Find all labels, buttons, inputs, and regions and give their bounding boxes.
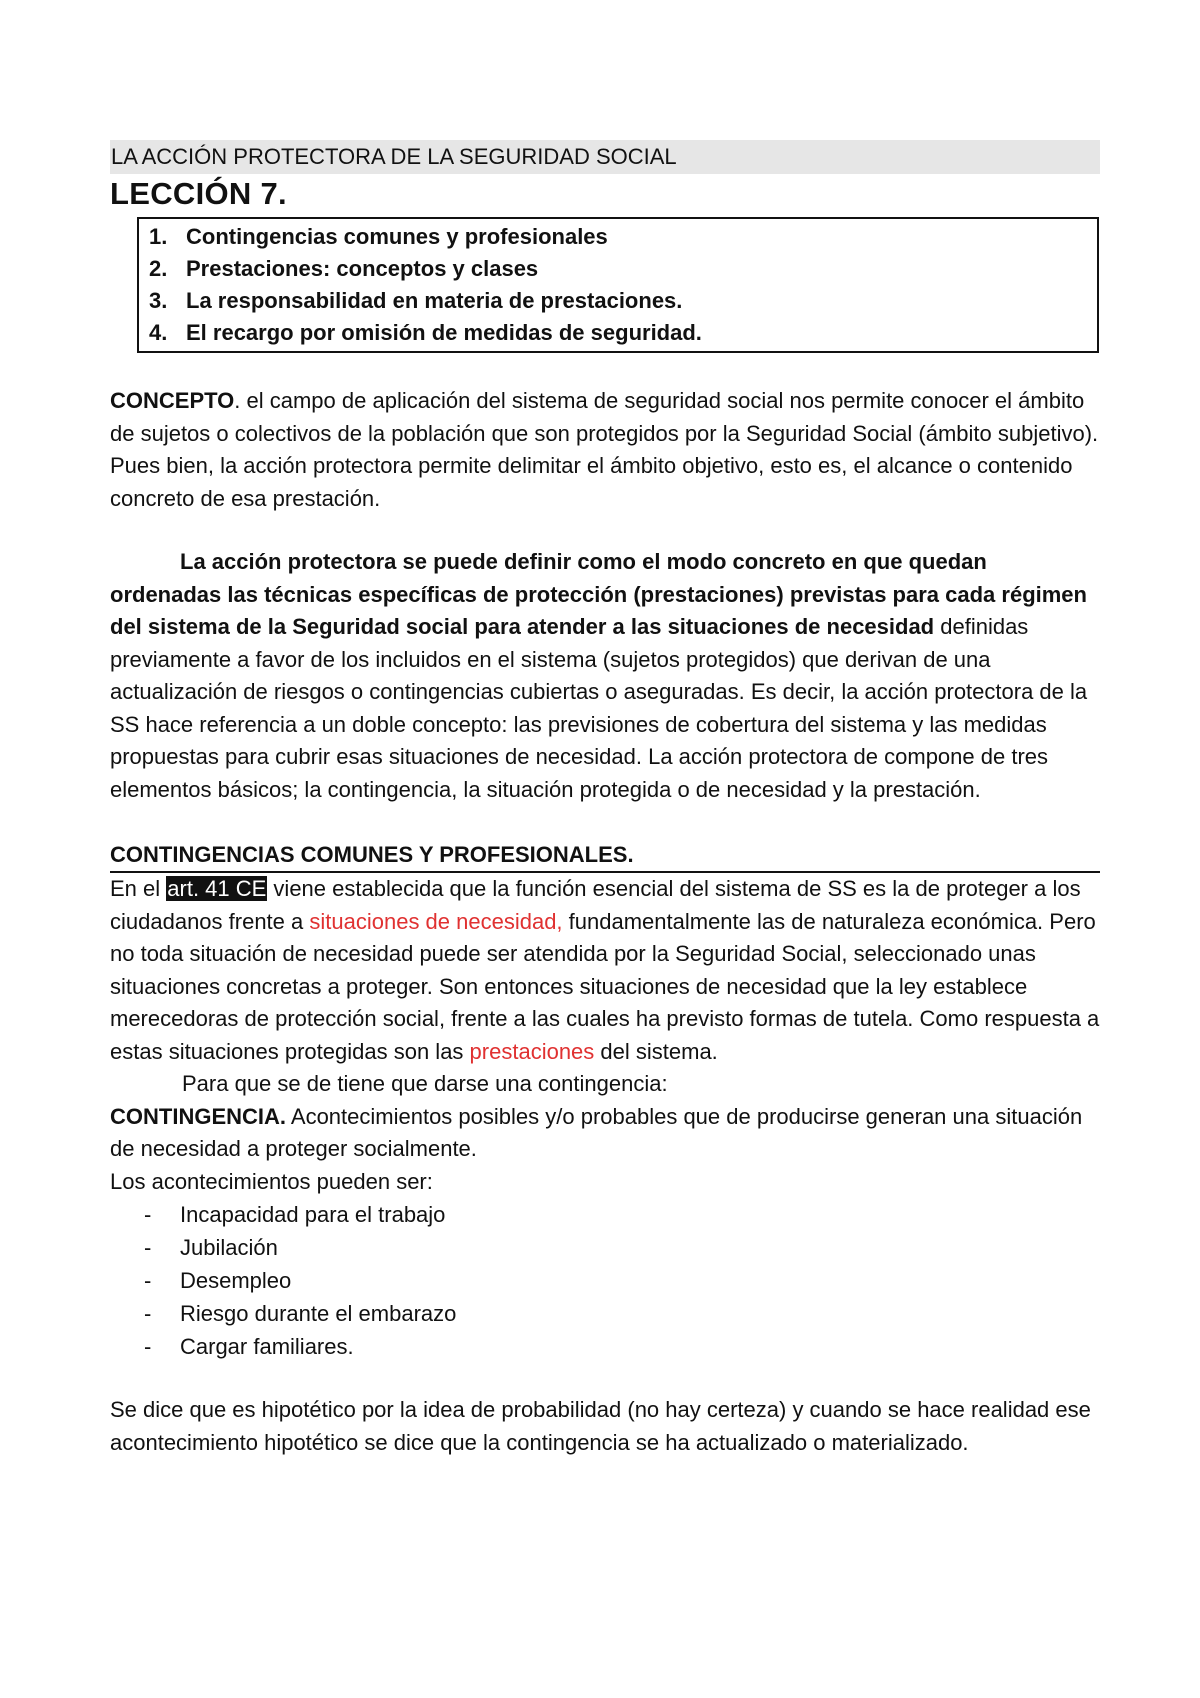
toc-item: [149, 285, 1097, 317]
list-dash: -: [144, 1334, 152, 1359]
toc-item-text: El recargo por omisión de medidas de seguridad.: [186, 320, 702, 345]
table-of-contents: [137, 217, 1099, 353]
highlighted-reference: art. 41 CE: [167, 876, 267, 901]
contingency-definition: [110, 1101, 1100, 1166]
toc-item: [149, 253, 1097, 285]
concept-text: . el campo de aplicación del sistema de seguridad social nos permite conocer el ámbito de sujetos o colectivos de la población que son protegidos por la Seguridad Social (ámbito subjetivo). Pues bien, la acción protectora permite delimitar el ámbito objetivo, esto es, el alcance o contenido concreto de esa prestación.: [110, 388, 1099, 511]
section-text: En el: [110, 876, 167, 901]
section-paragraph: [110, 873, 1100, 1068]
list-dash: -: [144, 1268, 152, 1293]
list-item: [110, 1231, 1100, 1264]
events-list: [110, 1198, 1100, 1363]
document-content: [110, 140, 1100, 1459]
list-item: [110, 1198, 1100, 1231]
list-dash: -: [144, 1202, 152, 1227]
section-text: fundamentalmente las de naturaleza económica. Pero no toda situación de necesidad puede ser atendida por la Seguridad Social, seleccionado unas situaciones concretas a proteger. Son entonces situaciones de necesidad que la ley establece merecedoras de protección social, frente a las cuales ha previsto formas de tutela. Como respuesta a estas situaciones protegidas son las: [110, 908, 1100, 1064]
red-emphasis: prestaciones: [469, 1038, 595, 1064]
document-title: LA ACCIÓN PROTECTORA DE LA SEGURIDAD SOCIAL: [110, 140, 1100, 174]
toc-item-number: 4.: [149, 320, 168, 345]
toc-item-text: Contingencias comunes y profesionales: [186, 224, 608, 249]
definition-text: definidas previamente a favor de los incluidos en el sistema (sujetos protegidos) que derivan de una actualización de riesgos o contingencias cubiertas o aseguradas. Es decir, la acción protectora de la SS hace referencia a un doble concepto: las previsiones de cobertura del sistema y las medidas propuestas para cubrir esas situaciones de necesidad. La acción protectora de compone de tres elementos básicos; la contingencia, la situación protegida o de necesidad y la prestación.: [110, 614, 1088, 802]
list-item-text: Jubilación: [180, 1235, 278, 1260]
list-item: [110, 1297, 1100, 1330]
definition-bold-text: La acción protectora se puede definir como el modo concreto en que quedan ordenadas las técnicas específicas de protección (prestaciones) previstas para cada régimen del sistema de la Seguridad social para atender a las situaciones de necesidad: [110, 549, 1087, 639]
toc-item-text: La responsabilidad en materia de prestaciones.: [186, 288, 683, 313]
toc-item: [149, 221, 1097, 253]
contingency-label: CONTINGENCIA.: [110, 1103, 286, 1129]
closing-paragraph: Se dice que es hipotético por la idea de probabilidad (no hay certeza) y cuando se hace realidad ese acontecimiento hipotético se dice que la contingencia se ha actualizado o materializado.: [110, 1397, 1091, 1455]
toc-item-number: 3.: [149, 288, 168, 313]
lesson-heading: LECCIÓN 7.: [110, 176, 287, 211]
list-dash: -: [144, 1235, 152, 1260]
toc-item-number: 1.: [149, 224, 168, 249]
list-dash: -: [144, 1301, 152, 1326]
section-heading: CONTINGENCIAS COMUNES Y PROFESIONALES.: [110, 839, 1100, 873]
red-emphasis: situaciones de necesidad,: [309, 908, 563, 934]
toc-item: [149, 317, 1097, 349]
contingency-text: Acontecimientos posibles y/o probables que de producirse generan una situación de necesidad a proteger socialmente.: [110, 1103, 1083, 1161]
section-text: del sistema.: [594, 1038, 718, 1064]
section-text: viene establecida que la función esencial del sistema de SS es la de proteger a los ciudadanos frente a: [110, 876, 1081, 934]
list-item: [110, 1330, 1100, 1363]
toc-item-text: Prestaciones: conceptos y clases: [186, 256, 539, 281]
toc-item-number: 2.: [149, 256, 168, 281]
list-item: [110, 1264, 1100, 1297]
contingency-intro: Para que se de tiene que darse una contingencia:: [182, 1071, 668, 1096]
concept-paragraph: [110, 385, 1100, 515]
list-item-text: Cargar familiares.: [180, 1334, 354, 1359]
list-item-text: Desempleo: [180, 1268, 292, 1293]
concept-label: CONCEPTO: [110, 388, 235, 413]
list-item-text: Incapacidad para el trabajo: [180, 1202, 446, 1227]
list-intro: Los acontecimientos pueden ser:: [110, 1168, 433, 1194]
list-item-text: Riesgo durante el embarazo: [180, 1301, 457, 1326]
definition-paragraph: [110, 546, 1100, 806]
